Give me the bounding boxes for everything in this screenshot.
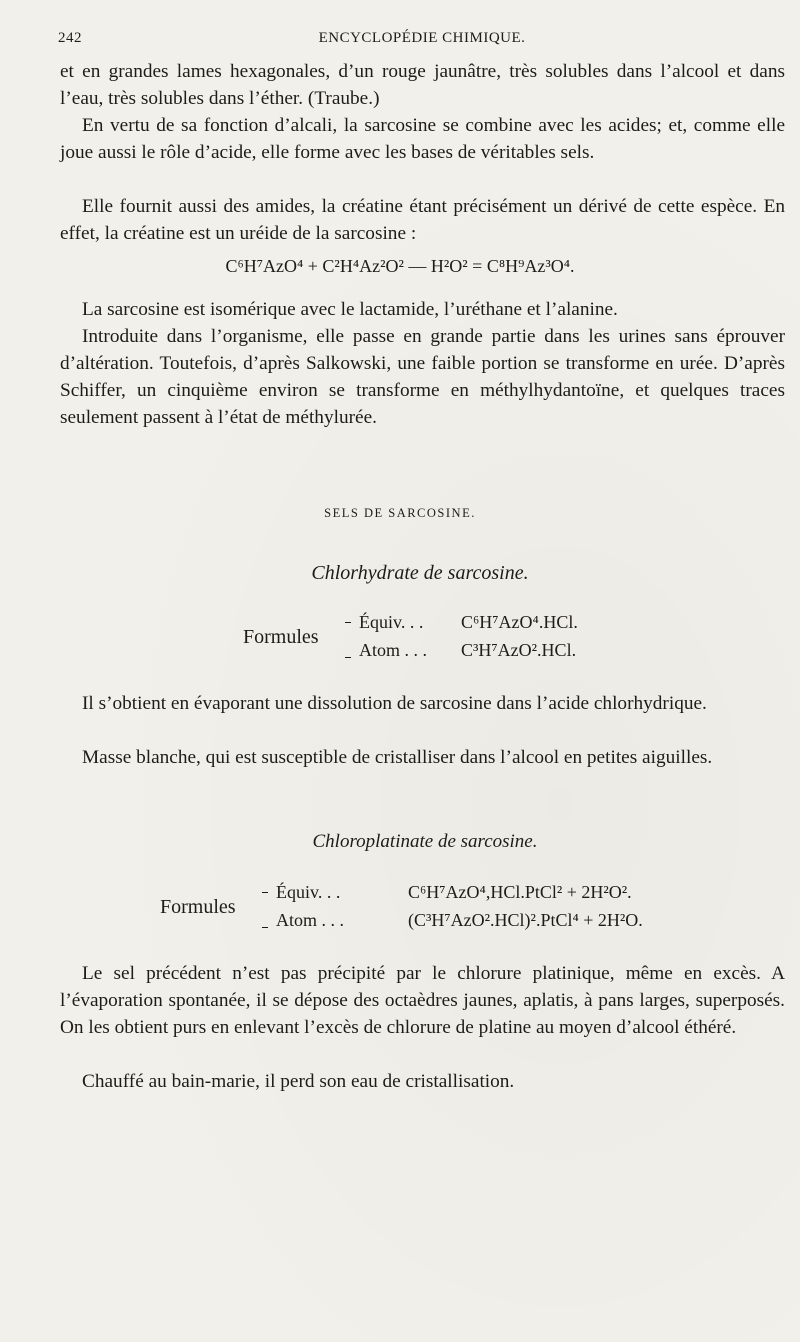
page-number: 242 (58, 30, 82, 46)
paragraph-2: En vertu de sa fonction d’alcali, la sarcosine se combine avec les acides; et, comme elle joue aussi le rôle d’acide, elle forme avec les bases de véritables sels. (60, 115, 785, 163)
salt2-title: Chloroplatinate de sarcosine. (312, 831, 538, 852)
salt1-equiv-label: Équiv. . . (359, 612, 424, 632)
salt1-equiv-formula: C⁶H⁷AzO⁴.HCl. (461, 612, 578, 632)
creatine-equation: C⁶H⁷AzO⁴ + C²H⁴Az²O² — H²O² = C⁸H⁹Az³O⁴. (225, 256, 575, 276)
salt1-formulas-label: Formules (243, 626, 319, 648)
paragraph-8: Le sel précédent n’est pas précipité par le chlorure platinique, même en excès. A l’évaporation spontanée, il se dépose des octaèdres jaunes, aplatis, à pans larges, superposés. On les obtient purs en enlevant l’excès de chlorure de platine au moyen d’alcool éthéré. (60, 963, 785, 1038)
paragraph-6: Il s’obtient en évaporant une dissolution de sarcosine dans l’acide chlorhydrique. (82, 693, 707, 714)
salt1-atom-formula: C³H⁷AzO².HCl. (461, 640, 577, 660)
salt1-title: Chlorhydrate de sarcosine. (311, 562, 529, 584)
salt1-brace (345, 622, 351, 658)
paragraph-7: Masse blanche, qui est susceptible de cristalliser dans l’alcool en petites aiguilles. (82, 747, 713, 768)
paragraph-9: Chauffé au bain-marie, il perd son eau de cristallisation. (82, 1071, 515, 1092)
salt2-atom-formula: (C³H⁷AzO².HCl)².PtCl⁴ + 2H²O. (408, 910, 643, 930)
paragraph-3: Elle fournit aussi des amides, la créatine étant précisément un dérivé de cette espèce. En effet, la créatine est un uréide de la sarcosine : (60, 196, 785, 244)
page-header (58, 30, 786, 52)
salt2-brace (262, 892, 268, 928)
salt2-equiv-formula: C⁶H⁷AzO⁴,HCl.PtCl² + 2H²O². (408, 882, 632, 902)
paragraph-5: Introduite dans l’organisme, elle passe en grande partie dans les urines sans éprouver d’altération. Toutefois, d’après Salkowski, une faible portion se transforme en urée. D’après Schiffer, un cinquième environ se transforme en méthylhydantoïne, et quelques traces seulement passent à l’état de méthylurée. (60, 326, 785, 428)
paragraph-1: et en grandes lames hexagonales, d’un rouge jaunâtre, très solubles dans l’alcool et dans l’eau, très solubles dans l’éther. (Traube.) (60, 61, 785, 109)
salt1-formulas (243, 612, 663, 672)
paragraph-4: La sarcosine est isomérique avec le lactamide, l’uréthane et l’alanine. (82, 299, 618, 320)
salt1-atom-label: Atom . . . (359, 640, 428, 660)
salt2-formulas-label: Formules (160, 896, 236, 918)
section-title: SELS DE SARCOSINE. (324, 506, 476, 520)
salt2-formulas (160, 882, 760, 942)
salt2-atom-label: Atom . . . (276, 910, 345, 930)
salt2-equiv-label: Équiv. . . (276, 882, 341, 902)
running-title: ENCYCLOPÉDIE CHIMIQUE. (318, 30, 526, 46)
